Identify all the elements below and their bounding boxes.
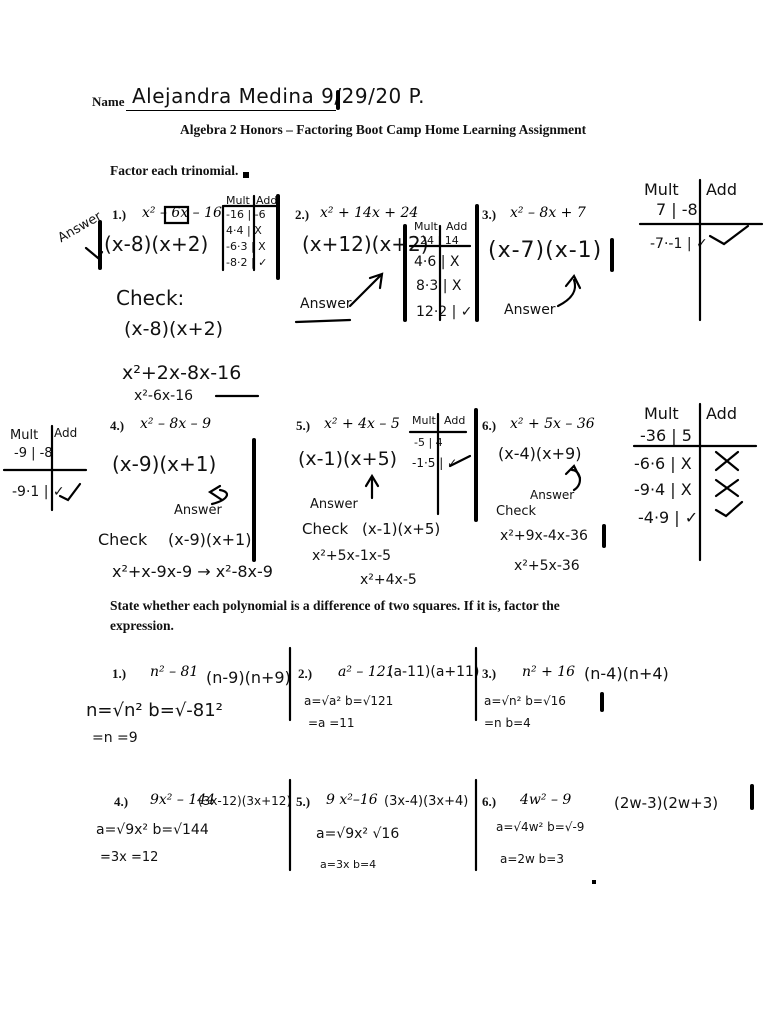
section2-heading-continued: expression. bbox=[110, 618, 174, 633]
student-name-handwritten: Alejandra Medina 9/29/20 P. bbox=[132, 84, 425, 108]
problem-1-table-row: -6·3 | X bbox=[226, 240, 266, 253]
dos-4-expression: 9x² – 144 bbox=[150, 792, 216, 808]
problem-2-table-row: 12·2 | ✓ bbox=[416, 304, 473, 320]
dos-5-number: 5.) bbox=[296, 794, 311, 809]
problem-1-answer: (x-8)(x+2) bbox=[104, 232, 209, 256]
dos-4-work-line: a=√9x² b=√144 bbox=[96, 822, 209, 838]
problem-1-table-row: 4·4 | X bbox=[226, 224, 262, 237]
problem-5-expression: x² + 4x – 5 bbox=[324, 416, 400, 432]
problem-4-table-row: -9·1 | ✓ bbox=[12, 484, 65, 500]
problem-6-expression: x² + 5x – 36 bbox=[510, 416, 595, 432]
dos-2-number: 2.) bbox=[298, 666, 313, 681]
dos-3-number: 3.) bbox=[482, 666, 497, 681]
problem-5-check-label: Check bbox=[302, 520, 349, 538]
problem-6-table-row: -4·9 | ✓ bbox=[638, 508, 699, 527]
dos-6-work-line: a=√4w² b=√-9 bbox=[496, 820, 585, 834]
problem-1-mult-label: Mult bbox=[226, 194, 250, 207]
dos-1-number: 1.) bbox=[112, 666, 127, 681]
problem-6-answer-label: Answer bbox=[530, 488, 575, 502]
problem-2-answer-label: Answer bbox=[300, 296, 352, 312]
dos-2-work-line: =a =11 bbox=[308, 716, 355, 730]
problem-1-table-row: -8·2 | ✓ bbox=[226, 256, 268, 269]
problem-6-number: 6.) bbox=[482, 418, 497, 433]
problem-4-answer-label: Answer bbox=[174, 503, 222, 518]
problem-6-table-row: -6·6 | X bbox=[634, 454, 692, 473]
problem-3-answer: (x-7)(x-1) bbox=[488, 238, 603, 263]
problem-2-add-label: Add bbox=[446, 220, 468, 233]
problem-3-mult-label: Mult bbox=[644, 180, 679, 199]
dos-5-expression: 9 x²–16 bbox=[326, 792, 378, 808]
problem-6-check-line: x²+9x-4x-36 bbox=[500, 528, 588, 544]
problem-1-number: 1.) bbox=[112, 207, 127, 222]
problem-5-answer-label: Answer bbox=[310, 497, 358, 512]
problem-5-table-row: -5 | 4 bbox=[414, 436, 443, 449]
dos-5-work-line: a=3x b=4 bbox=[320, 858, 377, 871]
dos-3-work-line: =n b=4 bbox=[484, 716, 531, 730]
problem-1-check-line: x²-6x-16 bbox=[134, 388, 194, 404]
problem-1-check-line: (x-8)(x+2) bbox=[124, 318, 224, 340]
problem-5-table-row: -1·5 | ✓ bbox=[412, 456, 458, 470]
problem-6-add-label: Add bbox=[706, 404, 737, 423]
problem-1-check-label: Check: bbox=[116, 286, 185, 310]
problem-4-answer: (x-9)(x+1) bbox=[112, 452, 217, 476]
problem-2-table-row: 8·3 | X bbox=[416, 278, 462, 294]
dos-3-expression: n² + 16 bbox=[522, 664, 576, 680]
problem-3-table-row: -7·-1 | ✓ bbox=[650, 236, 708, 252]
dos-6-expression: 4w² – 9 bbox=[520, 792, 572, 808]
problem-1-check-line: x²+2x-8x-16 bbox=[122, 362, 242, 384]
problem-4-check-line: x²+x-9x-9 → x²-8x-9 bbox=[112, 562, 273, 581]
problem-2-expression: x² + 14x + 24 bbox=[320, 205, 419, 221]
section1-heading: Factor each trinomial. bbox=[110, 163, 239, 178]
problem-2-mult-label: Mult bbox=[414, 220, 438, 233]
dos-2-work-line: a=√a² b=√121 bbox=[304, 694, 394, 708]
dos-3-answer: (n-4)(n+4) bbox=[584, 664, 669, 683]
problem-4-check-label: Check bbox=[98, 530, 148, 549]
problem-5-check-line: x²+4x-5 bbox=[360, 572, 417, 588]
problem-3-add-label: Add bbox=[706, 180, 737, 199]
dos-6-work-line: a=2w b=3 bbox=[500, 852, 564, 866]
problem-5-add-label: Add bbox=[444, 414, 466, 427]
dos-6-number: 6.) bbox=[482, 794, 497, 809]
problem-1-add-label: Add bbox=[256, 194, 278, 207]
problem-5-number: 5.) bbox=[296, 418, 311, 433]
problem-3-table-row: 7 | -8 bbox=[656, 200, 698, 219]
dos-1-work-line: =n =9 bbox=[92, 730, 138, 746]
problem-2-answer: (x+12)(x+2) bbox=[302, 232, 429, 256]
problem-3-number: 3.) bbox=[482, 207, 497, 222]
assignment-title: Algebra 2 Honors – Factoring Boot Camp Home Learning Assignment bbox=[180, 122, 587, 137]
problem-4-check-line: (x-9)(x+1) bbox=[168, 530, 252, 549]
problem-4-mult-label: Mult bbox=[10, 428, 39, 443]
problem-6-mult-label: Mult bbox=[644, 404, 679, 423]
dos-1-work-line: n=√n² b=√-81² bbox=[86, 700, 223, 721]
problem-2-number: 2.) bbox=[295, 207, 310, 222]
problem-4-number: 4.) bbox=[110, 418, 125, 433]
problem-5-check-line: (x-1)(x+5) bbox=[362, 520, 441, 538]
problem-1-table-row: -16 | -6 bbox=[226, 208, 266, 221]
problem-5-answer: (x-1)(x+5) bbox=[298, 448, 398, 470]
dos-4-work-line: =3x =12 bbox=[100, 850, 159, 865]
problem-6-table-row: -36 | 5 bbox=[640, 426, 692, 445]
problem-3-answer-label: Answer bbox=[504, 302, 556, 318]
dos-6-answer: (2w-3)(2w+3) bbox=[614, 794, 719, 812]
problem-4-expression: x² – 8x – 9 bbox=[140, 416, 212, 432]
section2-heading: State whether each polynomial is a difference of two squares. If it is, factor the bbox=[110, 598, 560, 613]
problem-6-check-line: x²+5x-36 bbox=[514, 558, 580, 574]
problem-6-answer: (x-4)(x+9) bbox=[498, 444, 582, 463]
problem-2-table-row: 24 | 14 bbox=[420, 234, 459, 247]
problem-6-table-row: -9·4 | X bbox=[634, 480, 692, 499]
dos-3-work-line: a=√n² b=√16 bbox=[484, 694, 566, 708]
problem-1-expression: x² – 6x – 16 bbox=[142, 205, 222, 221]
problem-4-table-row: -9 | -8 bbox=[14, 446, 53, 461]
problem-5-check-line: x²+5x-1x-5 bbox=[312, 548, 392, 564]
problem-5-mult-label: Mult bbox=[412, 414, 436, 427]
problem-6-check-label: Check bbox=[496, 504, 536, 519]
dos-1-answer: (n-9)(n+9) bbox=[206, 668, 291, 687]
problem-1-answer-label: Answer bbox=[55, 209, 105, 246]
problem-4-add-label: Add bbox=[54, 426, 78, 440]
dos-4-answer: (3x-12)(3x+12) bbox=[198, 794, 292, 808]
name-label: Name bbox=[92, 94, 125, 109]
dos-4-number: 4.) bbox=[114, 794, 129, 809]
dos-2-expression: a² – 121 bbox=[338, 664, 395, 680]
problem-2-table-row: 4·6 | X bbox=[414, 254, 460, 270]
dos-1-expression: n² – 81 bbox=[150, 664, 199, 680]
dos-5-work-line: a=√9x² √16 bbox=[316, 826, 400, 842]
problem-3-expression: x² – 8x + 7 bbox=[510, 205, 586, 221]
dos-5-answer: (3x-4)(3x+4) bbox=[384, 794, 469, 809]
dos-2-answer: (a-11)(a+11) bbox=[388, 664, 480, 680]
